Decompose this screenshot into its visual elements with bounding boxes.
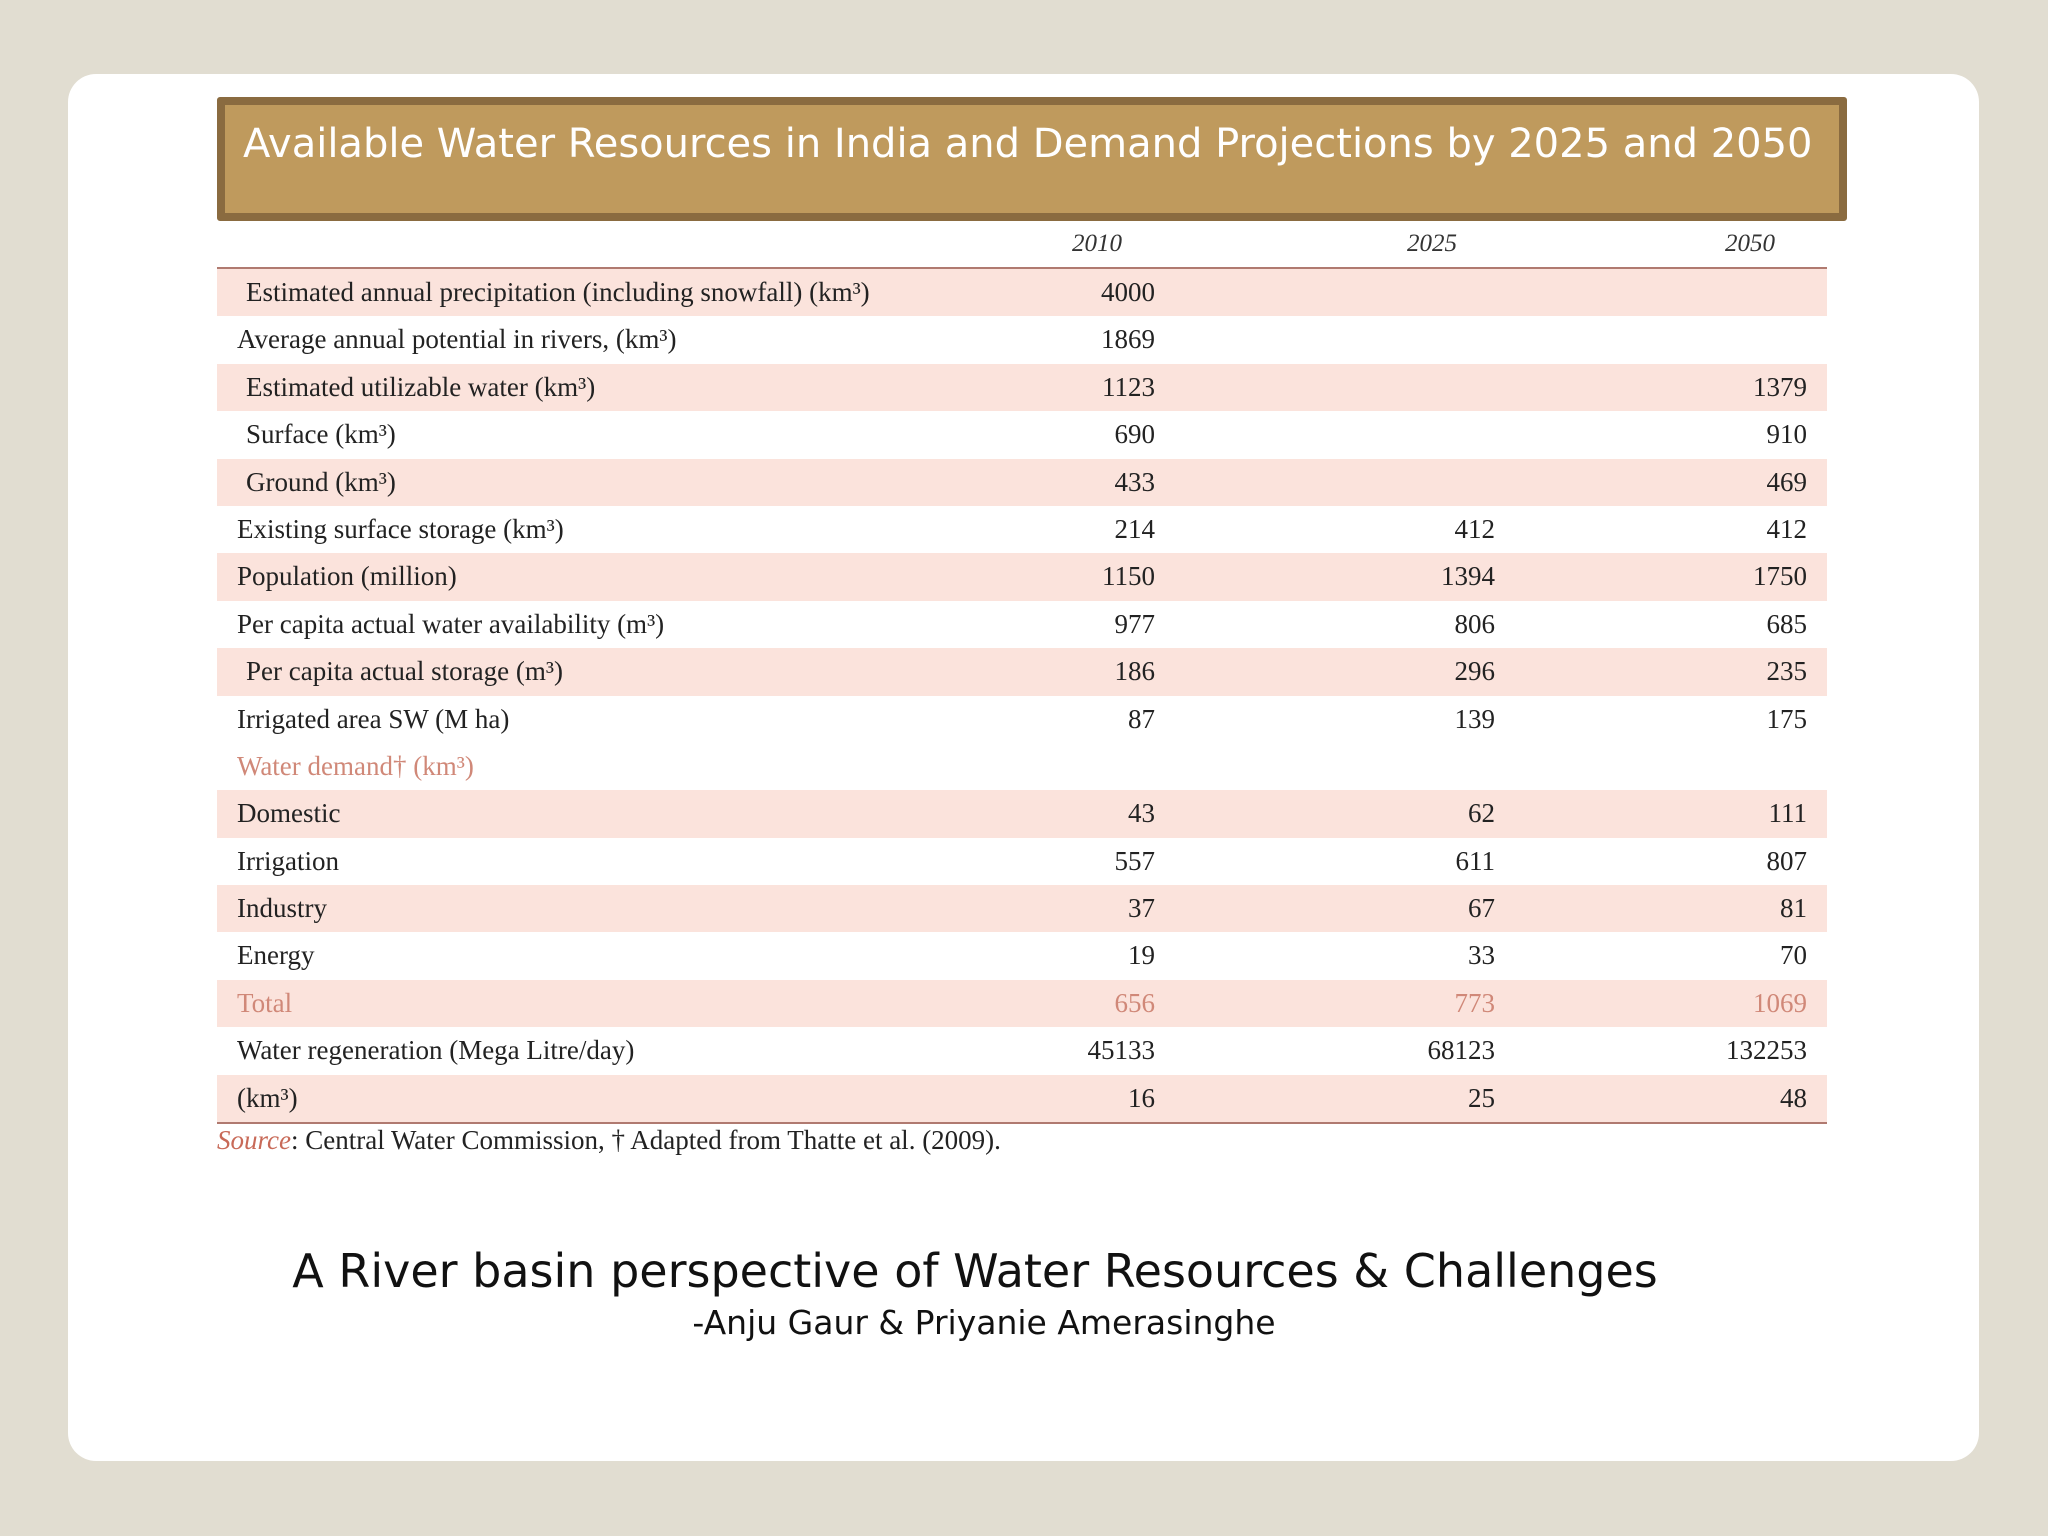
cell-2050: 469	[1766, 466, 1807, 497]
row-label: Domestic	[237, 798, 341, 829]
cell-2010: 186	[1114, 656, 1155, 687]
cell-2050: 807	[1766, 845, 1807, 876]
data-table	[217, 218, 1827, 1124]
table-row	[217, 316, 1827, 363]
row-label: Existing surface storage (km³)	[237, 513, 564, 544]
row-label: Estimated annual precipitation (including snowfall) (km³)	[246, 277, 870, 307]
cell-2025: 25	[1468, 1082, 1495, 1113]
row-label: Per capita actual storage (m³)	[246, 656, 563, 687]
cell-2025: 773	[1454, 987, 1495, 1018]
cell-2025: 806	[1454, 608, 1495, 639]
row-label: Industry	[237, 893, 327, 924]
cell-2050: 1069	[1753, 987, 1807, 1018]
cell-2050: 685	[1766, 608, 1807, 639]
source-text: : Central Water Commission, † Adapted from Thatte et al. (2009).	[290, 1125, 1001, 1155]
section-label: Water demand† (km³)	[237, 750, 474, 781]
cell-2025: 33	[1468, 940, 1495, 971]
cell-2025: 67	[1468, 893, 1495, 924]
cell-2025: 611	[1455, 845, 1495, 876]
cell-2025: 412	[1454, 513, 1495, 544]
cell-2010: 16	[1128, 1082, 1155, 1113]
row-label: Estimated utilizable water (km³)	[246, 371, 596, 402]
table-row	[217, 459, 1827, 506]
table-row	[217, 553, 1827, 600]
row-label: Per capita actual water availability (m³)	[237, 608, 665, 639]
cell-2050: 910	[1766, 419, 1807, 450]
cell-2010: 557	[1114, 845, 1155, 876]
cell-2010: 1869	[1101, 324, 1155, 355]
table-row	[217, 506, 1827, 553]
cell-2050: 70	[1780, 940, 1807, 971]
column-header-2025: 2025	[1407, 230, 1457, 257]
cell-2025: 62	[1468, 798, 1495, 829]
cell-2050: 1750	[1753, 561, 1807, 592]
row-label: Irrigated area SW (M ha)	[237, 703, 510, 734]
row-label: Irrigation	[237, 845, 339, 876]
table-row	[217, 1027, 1827, 1074]
cell-2025: 1394	[1441, 561, 1495, 592]
table-row	[217, 601, 1827, 648]
table-row	[217, 885, 1827, 932]
cell-2025: 68123	[1427, 1035, 1495, 1066]
row-label: Average annual potential in rivers, (km³)	[237, 324, 677, 355]
table-row	[217, 269, 1827, 316]
table-row	[217, 364, 1827, 411]
table-row	[217, 932, 1827, 979]
table-row	[217, 790, 1827, 837]
row-label: Total	[237, 987, 293, 1018]
cell-2050: 111	[1768, 798, 1807, 829]
cell-2025: 139	[1454, 703, 1495, 734]
cell-2050: 81	[1780, 893, 1807, 924]
row-label: Energy	[237, 940, 315, 971]
row-label: (km³)	[237, 1082, 298, 1113]
cell-2010: 690	[1114, 419, 1155, 450]
cell-2025: 296	[1454, 656, 1495, 687]
cell-2010: 87	[1128, 703, 1155, 734]
table-section-row	[217, 743, 1827, 790]
authors-line: -Anju Gaur & Priyanie Amerasinghe	[692, 1303, 1276, 1342]
row-label: Ground (km³)	[246, 466, 396, 497]
cell-2050: 132253	[1726, 1035, 1807, 1066]
cell-2010: 1150	[1102, 561, 1155, 592]
slide-title: Available Water Resources in India and Demand Projections by 2025 and 2050	[217, 97, 1847, 221]
row-label: Water regeneration (Mega Litre/day)	[237, 1035, 635, 1066]
cell-2050: 1379	[1753, 371, 1807, 402]
table-row	[217, 648, 1827, 695]
cell-2010: 4000	[1101, 277, 1155, 307]
cell-2010: 214	[1114, 513, 1155, 544]
cell-2010: 43	[1128, 798, 1155, 829]
column-header-2010: 2010	[1072, 230, 1122, 257]
cell-2010: 656	[1114, 987, 1155, 1018]
cell-2050: 48	[1780, 1082, 1807, 1113]
table-row	[217, 411, 1827, 458]
table-row	[217, 838, 1827, 885]
column-header-2050: 2050	[1725, 230, 1775, 257]
table-total-row	[217, 980, 1827, 1027]
cell-2010: 1123	[1102, 371, 1155, 402]
cell-2050: 235	[1766, 656, 1807, 687]
source-tag: Source	[217, 1125, 291, 1155]
cell-2050: 175	[1766, 703, 1807, 734]
table-row	[217, 696, 1827, 743]
row-label: Surface (km³)	[246, 419, 396, 450]
table-header-row	[217, 218, 1827, 269]
cell-2010: 19	[1128, 940, 1155, 971]
row-label: Population (million)	[237, 561, 457, 592]
cell-2010: 37	[1128, 893, 1155, 924]
cell-2010: 977	[1114, 608, 1155, 639]
cell-2050: 412	[1766, 513, 1807, 544]
cell-2010: 433	[1114, 466, 1155, 497]
table-row	[217, 1075, 1827, 1124]
table-source-note	[217, 1125, 1001, 1156]
presentation-subtitle: A River basin perspective of Water Resources & Challenges	[292, 1244, 1658, 1298]
cell-2010: 45133	[1087, 1035, 1155, 1066]
